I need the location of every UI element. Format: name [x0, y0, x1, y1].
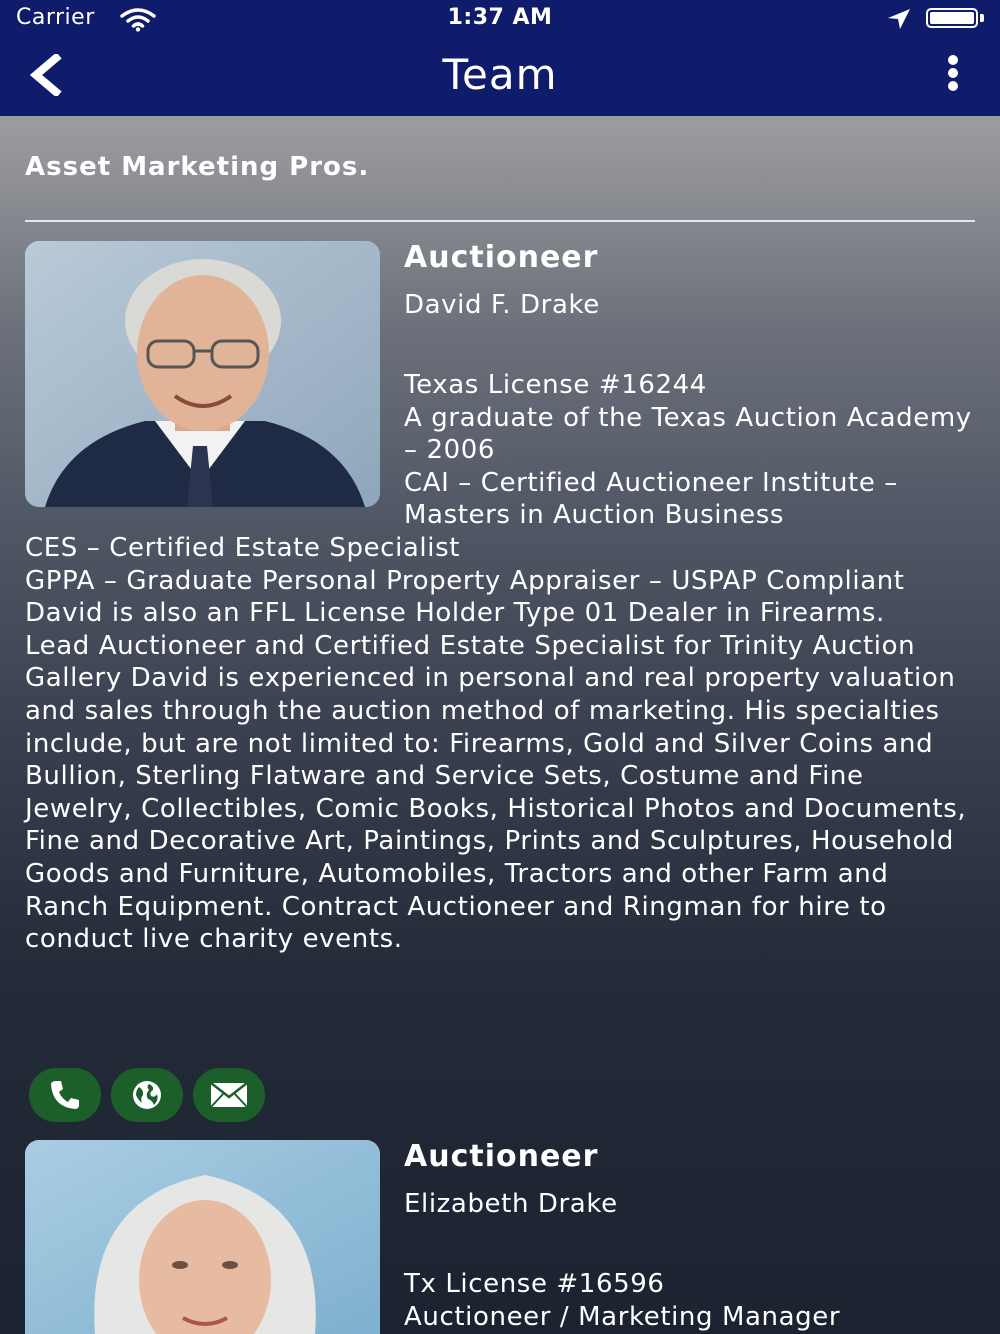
member-bio: Texas License #16244 A graduate of the Texas Auction Academy – 2006 CAI – Certified Auctioneer Institute – Masters in Auction Business CES – Certified Estate Specialist GPPA – Graduate Personal Property Appraiser – USPAP Compliant David is also an FFL License Holder Type 01 Dealer in Firearms. Lead Auctioneer and Certified Estate Specialist for Trinity Auction Gallery David is experienced in personal and real property valuation and sales through the auction method of marketing. His specialties include, but are not limited to: Firearms, Gold and Silver Coins and Bullion, Sterling Flatware and Service Sets, Costume and Fine Jewelry, Collectibles, Comic Books, Historical Photos and Documents, Fine and Decorative Art, Paintings, Prints and Sculptures, Household Goods and Furniture, Automobiles, Tractors and other Farm and Ranch Equipment. Contract Auctioneer and Ringman for hire to conduct live charity events. — [25, 370, 972, 955]
carrier-label: Carrier — [16, 5, 95, 30]
battery-icon — [926, 8, 978, 28]
status-bar — [0, 0, 1000, 40]
navigation-bar — [0, 0, 1000, 116]
page-title: Team — [442, 50, 558, 99]
member-role: Auctioneer — [404, 1139, 599, 1174]
email-button[interactable] — [193, 1068, 265, 1122]
member-name: David F. Drake — [404, 290, 600, 320]
member-photo — [25, 1140, 380, 1334]
team-member-card — [25, 241, 975, 956]
status-time: 1:37 AM — [447, 5, 553, 30]
more-options-button[interactable] — [936, 54, 970, 94]
member-bio: Tx License #16596 Auctioneer / Marketing Manager — [404, 1269, 841, 1332]
member-name: Elizabeth Drake — [404, 1189, 618, 1219]
mail-icon — [210, 1082, 248, 1108]
location-arrow-icon — [886, 8, 912, 34]
organization-name: Asset Marketing Pros. — [25, 152, 370, 182]
member-photo — [25, 241, 380, 507]
call-button[interactable] — [29, 1068, 101, 1122]
member-role: Auctioneer — [404, 240, 599, 275]
team-member-card — [25, 1140, 975, 1334]
phone-icon — [48, 1078, 82, 1112]
battery-cap — [980, 14, 984, 22]
website-button[interactable] — [111, 1068, 183, 1122]
section-divider — [25, 220, 975, 222]
globe-icon — [130, 1078, 164, 1112]
more-vertical-icon — [936, 54, 970, 94]
